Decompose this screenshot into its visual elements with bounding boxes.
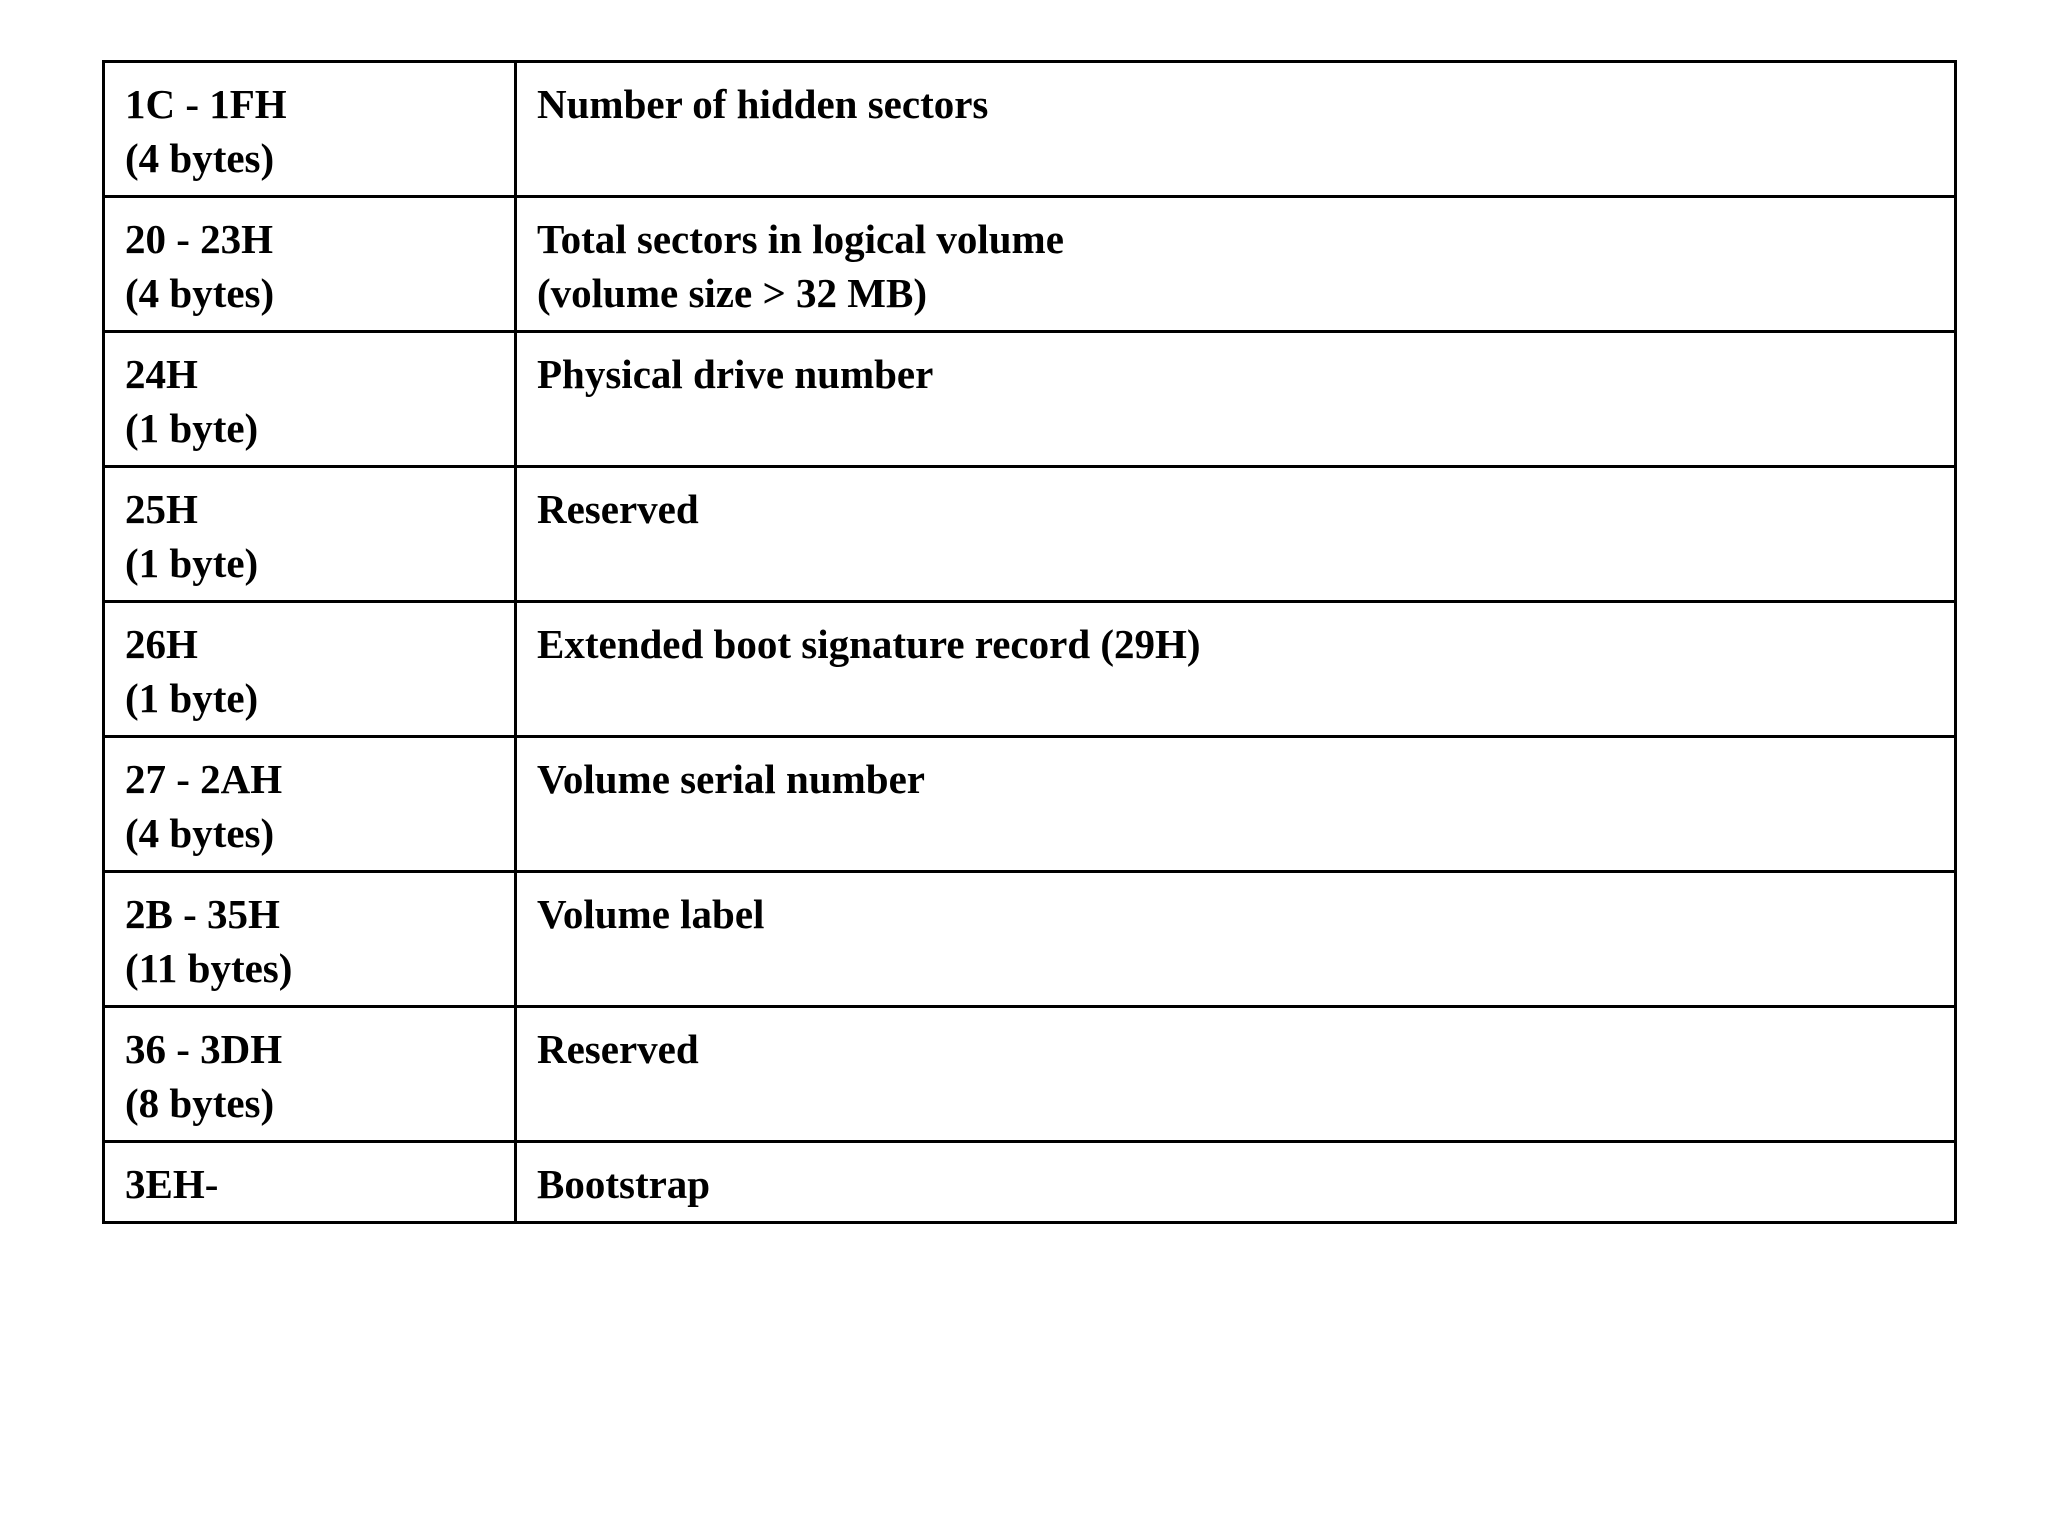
table-row xyxy=(104,1142,1956,1223)
description-line: Reserved xyxy=(537,486,699,532)
size-label: (4 bytes) xyxy=(125,810,275,856)
description-line: Extended boot signature record (29H) xyxy=(537,621,1201,667)
offset-label: 26H xyxy=(125,621,198,667)
offset-cell xyxy=(104,62,516,197)
size-label: (1 byte) xyxy=(125,540,259,586)
table-row xyxy=(104,602,1956,737)
size-label: (1 byte) xyxy=(125,405,259,451)
offset-cell xyxy=(104,197,516,332)
description-cell xyxy=(516,467,1956,602)
offset-label: 25H xyxy=(125,486,198,532)
boot-sector-table xyxy=(102,60,1957,1224)
description-cell xyxy=(516,602,1956,737)
table-row xyxy=(104,62,1956,197)
description-cell xyxy=(516,1142,1956,1223)
offset-label: 24H xyxy=(125,351,198,397)
table-row xyxy=(104,1007,1956,1142)
size-label: (8 bytes) xyxy=(125,1080,275,1126)
description-cell xyxy=(516,872,1956,1007)
description-cell xyxy=(516,197,1956,332)
offset-label: 27 - 2AH xyxy=(125,756,283,802)
offset-cell xyxy=(104,872,516,1007)
description-line: (volume size > 32 MB) xyxy=(537,270,928,316)
offset-label: 20 - 23H xyxy=(125,216,274,262)
size-label: (4 bytes) xyxy=(125,135,275,181)
description-line: Volume label xyxy=(537,891,765,937)
offset-label: 36 - 3DH xyxy=(125,1026,283,1072)
offset-cell xyxy=(104,332,516,467)
description-cell xyxy=(516,1007,1956,1142)
table-row xyxy=(104,197,1956,332)
description-cell xyxy=(516,62,1956,197)
description-cell xyxy=(516,737,1956,872)
offset-label: 1C - 1FH xyxy=(125,81,287,127)
size-label: (4 bytes) xyxy=(125,270,275,316)
size-label: (11 bytes) xyxy=(125,945,293,991)
description-line: Bootstrap xyxy=(537,1161,711,1207)
offset-cell xyxy=(104,602,516,737)
offset-cell xyxy=(104,467,516,602)
table-row xyxy=(104,737,1956,872)
table-row xyxy=(104,872,1956,1007)
description-line: Total sectors in logical volume xyxy=(537,216,1064,262)
offset-cell xyxy=(104,737,516,872)
table-row xyxy=(104,332,1956,467)
description-line: Reserved xyxy=(537,1026,699,1072)
description-line: Number of hidden sectors xyxy=(537,81,989,127)
description-cell xyxy=(516,332,1956,467)
offset-cell xyxy=(104,1007,516,1142)
description-line: Volume serial number xyxy=(537,756,925,802)
offset-cell xyxy=(104,1142,516,1223)
description-line: Physical drive number xyxy=(537,351,934,397)
offset-label: 3EH- xyxy=(125,1161,219,1207)
offset-label: 2B - 35H xyxy=(125,891,280,937)
table-row xyxy=(104,467,1956,602)
size-label: (1 byte) xyxy=(125,675,259,721)
